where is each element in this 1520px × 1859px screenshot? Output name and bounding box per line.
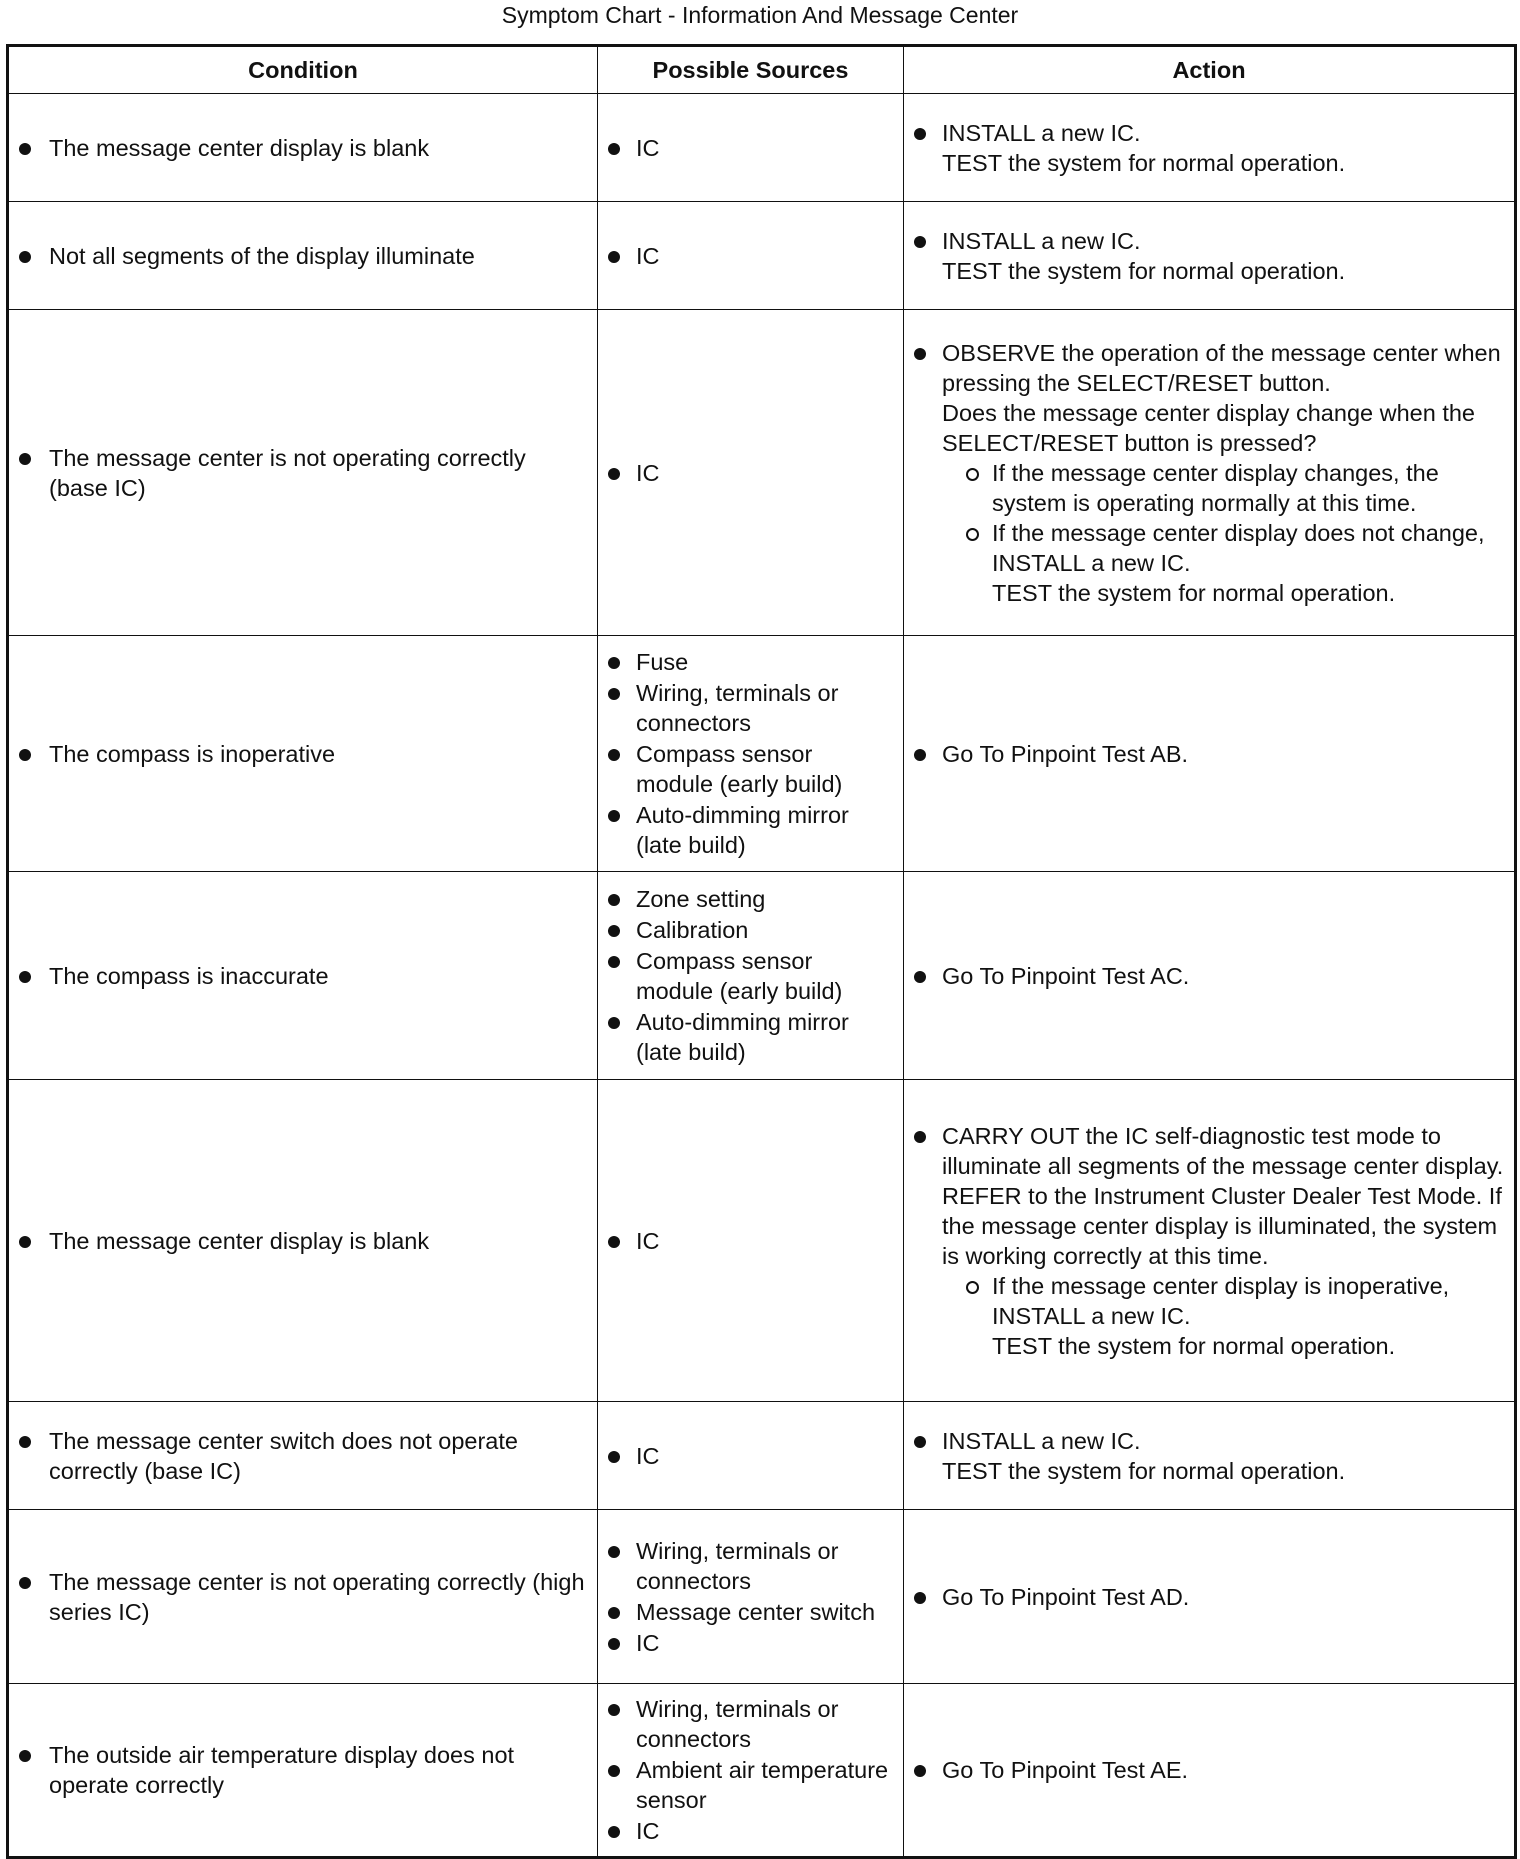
condition-cell [8,1684,598,1858]
condition-cell [8,636,598,872]
source-item: Ambient air temperature sensor [608,1755,893,1815]
action-cell [904,202,1516,310]
possible-sources-cell [598,202,904,310]
action-text: INSTALL a new IC. [942,1427,1141,1454]
possible-sources-cell [598,1510,904,1684]
possible-sources-cell [598,94,904,202]
condition-item: The message center display is blank [19,1226,587,1256]
condition-item: The outside air temperature display does not operate correctly [19,1740,587,1800]
condition-item: The compass is inaccurate [19,961,587,991]
sources-list [608,884,893,1067]
source-item: Auto-dimming mirror (late build) [608,800,893,860]
action-text: Go To Pinpoint Test AB. [942,740,1189,767]
action-cell [904,310,1516,636]
action-text: Go To Pinpoint Test AE. [942,1757,1189,1783]
action-text: INSTALL a new IC. [942,119,1141,146]
table-row [8,1684,1516,1858]
header-possible-sources: Possible Sources [598,46,904,94]
possible-sources-cell [598,1402,904,1510]
possible-sources-cell [598,636,904,872]
action-item [914,1755,1504,1785]
condition-cell [8,94,598,202]
source-item: IC [608,241,893,271]
source-item: Wiring, terminals or connectors [608,1536,893,1596]
action-text: OBSERVE the operation of the message center when pressing the SELECT/RESET button. [942,339,1501,396]
action-list [914,1121,1504,1361]
condition-list [19,1567,587,1627]
action-subtext: If the message center display does not change, INSTALL a new IC. [992,519,1485,576]
action-text: Go To Pinpoint Test AD. [942,1583,1190,1610]
sources-list [608,241,893,271]
condition-list [19,1226,587,1256]
action-cell [904,94,1516,202]
table-row [8,310,1516,636]
source-item: IC [608,458,893,488]
action-text: TEST the system for normal operation. [942,257,1346,284]
table-row [8,202,1516,310]
possible-sources-cell [598,1684,904,1858]
action-list [914,1755,1504,1785]
action-item [914,118,1504,178]
action-cell [904,636,1516,872]
table-row [8,1402,1516,1510]
sources-list [608,133,893,163]
action-subtext: If the message center display is inoperative, INSTALL a new IC. [992,1272,1450,1329]
source-item: IC [608,133,893,163]
action-text: TEST the system for normal operation. [942,1457,1346,1484]
condition-item: The message center is not operating correctly (base IC) [19,443,587,503]
action-subtext: TEST the system for normal operation. [992,579,1396,606]
table-body [8,94,1516,1858]
action-item [914,226,1504,286]
action-subitem [942,518,1504,608]
sources-list [608,1536,893,1658]
action-list [914,226,1504,286]
source-item: IC [608,1441,893,1471]
action-list [914,1426,1504,1486]
action-text: INSTALL a new IC. [942,227,1141,254]
action-text: CARRY OUT the IC self-diagnostic test mode to illuminate all segments of the message center display. REFER to the Instrument Cluster Dealer Test Mode. If the message center display is illuminated, the system is working correctly at this time. [942,1122,1504,1269]
table-row [8,636,1516,872]
condition-item: The compass is inoperative [19,739,587,769]
header-action: Action [904,46,1516,94]
condition-list [19,961,587,991]
action-item [914,739,1504,769]
action-list [914,118,1504,178]
source-item: Wiring, terminals or connectors [608,678,893,738]
action-cell [904,1684,1516,1858]
sources-list [608,1441,893,1471]
page-title: Symptom Chart - Information And Message Center [501,2,1019,28]
table-header-row [8,46,1516,94]
action-item [914,338,1504,608]
action-item [914,1121,1504,1361]
action-text: Go To Pinpoint Test AC. [942,962,1190,989]
table-row [8,1510,1516,1684]
table-row [8,94,1516,202]
action-text: TEST the system for normal operation. [942,149,1346,176]
condition-cell [8,1402,598,1510]
condition-list [19,241,587,271]
condition-list [19,1740,587,1800]
sources-list [608,1226,893,1256]
source-item: Message center switch [608,1597,893,1627]
condition-item: The message center display is blank [19,133,587,163]
possible-sources-cell [598,1080,904,1402]
source-item: Auto-dimming mirror (late build) [608,1007,893,1067]
action-item [914,961,1504,991]
condition-list [19,133,587,163]
header-condition: Condition [8,46,598,94]
action-text: Does the message center display change when the SELECT/RESET button is pressed? [942,399,1475,456]
condition-item: Not all segments of the display illuminate [19,241,587,271]
sources-list [608,647,893,860]
condition-list [19,443,587,503]
action-sublist [942,458,1504,608]
condition-list [19,739,587,769]
possible-sources-cell [598,872,904,1080]
action-list [914,338,1504,608]
table-row [8,1080,1516,1402]
action-item [914,1426,1504,1486]
sources-list [608,458,893,488]
condition-item: The message center is not operating correctly (high series IC) [19,1567,587,1627]
action-list [914,961,1504,991]
action-cell [904,1510,1516,1684]
condition-cell [8,872,598,1080]
action-list [914,1582,1504,1612]
source-item: IC [608,1628,893,1658]
action-subtext: TEST the system for normal operation. [992,1332,1396,1359]
source-item: Zone setting [608,884,893,914]
action-subitem [942,1271,1504,1361]
sources-list [608,1694,893,1846]
condition-cell [8,1510,598,1684]
table-row [8,872,1516,1080]
source-item: Calibration [608,915,893,945]
source-item: Compass sensor module (early build) [608,946,893,1006]
symptom-chart-table [6,44,1517,1859]
action-subitem [942,458,1504,518]
action-cell [904,872,1516,1080]
condition-cell [8,202,598,310]
possible-sources-cell [598,310,904,636]
condition-cell [8,310,598,636]
action-cell [904,1080,1516,1402]
action-cell [904,1402,1516,1510]
source-item: IC [608,1816,893,1846]
source-item: Fuse [608,647,893,677]
condition-item: The message center switch does not operate correctly (base IC) [19,1426,587,1486]
source-item: Wiring, terminals or connectors [608,1694,893,1754]
source-item: Compass sensor module (early build) [608,739,893,799]
source-item: IC [608,1226,893,1256]
condition-list [19,1426,587,1486]
action-list [914,739,1504,769]
action-item [914,1582,1504,1612]
action-sublist [942,1271,1504,1361]
condition-cell [8,1080,598,1402]
action-subtext: If the message center display changes, the system is operating normally at this time. [992,459,1439,516]
